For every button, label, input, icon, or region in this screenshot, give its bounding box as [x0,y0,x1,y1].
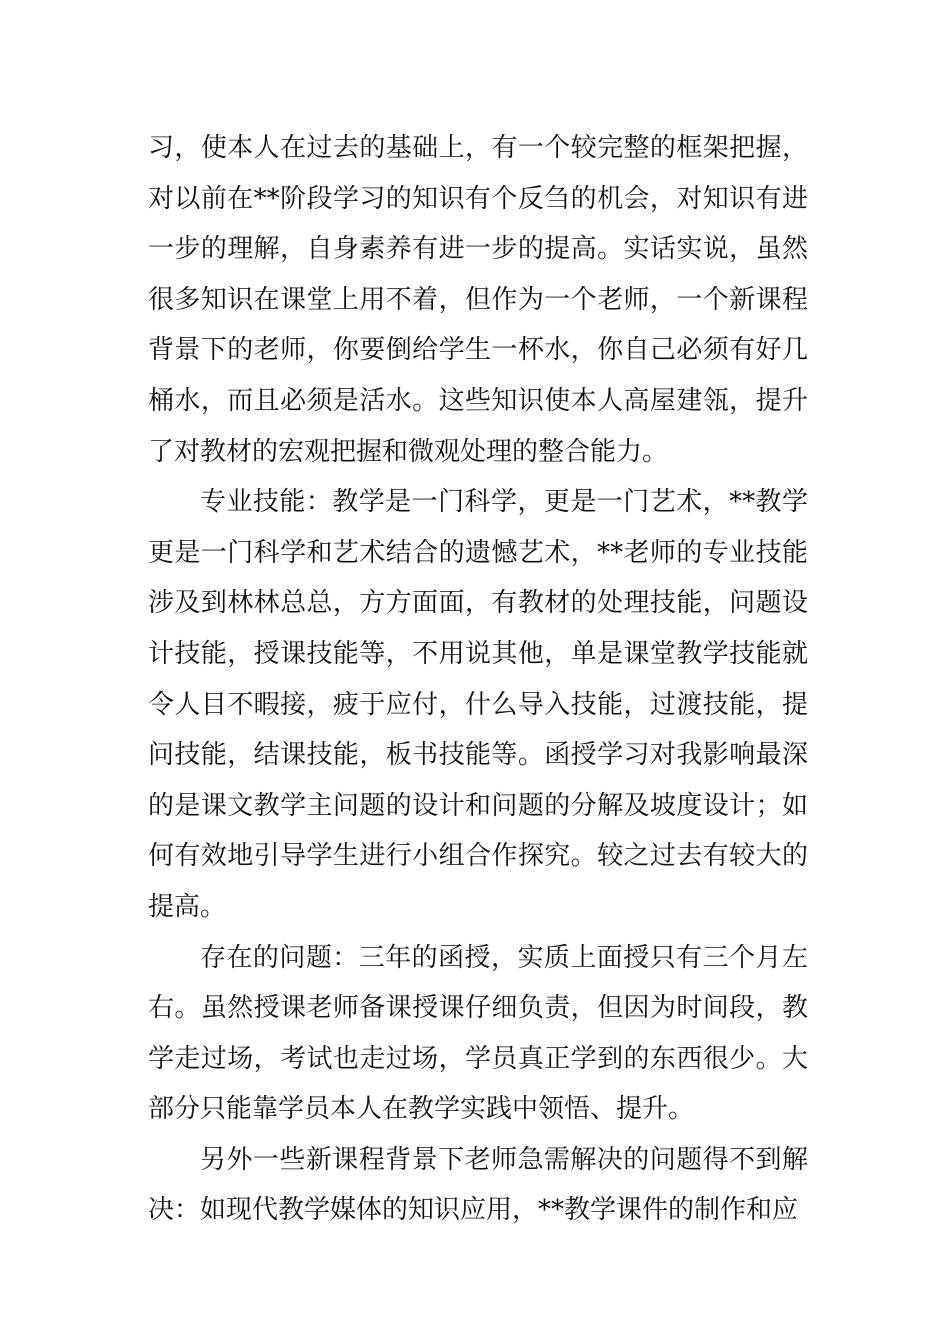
paragraph-1: 习，使本人在过去的基础上，有一个较完整的框架把握，对以前在**阶段学习的知识有个反刍的机会，对知识有进一步的理解，自身素养有进一步的提高。实话实说，虽然很多知识在课堂上用不着，但作为一个老师，一个新课程背景下的老师，你要倒给学生一杯水，你自己必须有好几桶水，而且必须是活水。这些知识使本人高屋建瓴，提升了对教材的宏观把握和微观处理的整合能力。 [148,133,808,467]
paragraph-3: 存在的问题：三年的函授，实质上面授只有三个月左右。虽然授课老师备课授课仔细负责，但因为时间段，教学走过场，考试也走过场，学员真正学到的东西很少。大部分只能靠学员本人在教学实践中领悟、提升。 [148,942,808,1125]
paragraph-4: 另外一些新课程背景下老师急需解决的问题得不到解决：如现代教学媒体的知识应用，**教学课件的制作和应 [148,1144,808,1226]
paragraph-2: 专业技能：教学是一门科学，更是一门艺术，**教学更是一门科学和艺术结合的遗憾艺术，**老师的专业技能涉及到林林总总，方方面面，有教材的处理技能，问题设计技能，授课技能等，不用说其他，单是课堂教学技能就令人目不暇接，疲于应付，什么导入技能，过渡技能，提问技能，结课技能，板书技能等。函授学习对我影响最深的是课文教学主问题的设计和问题的分解及坡度设计；如何有效地引导学生进行小组合作探究。较之过去有较大的提高。 [148,487,808,922]
document-body [148,123,808,1236]
